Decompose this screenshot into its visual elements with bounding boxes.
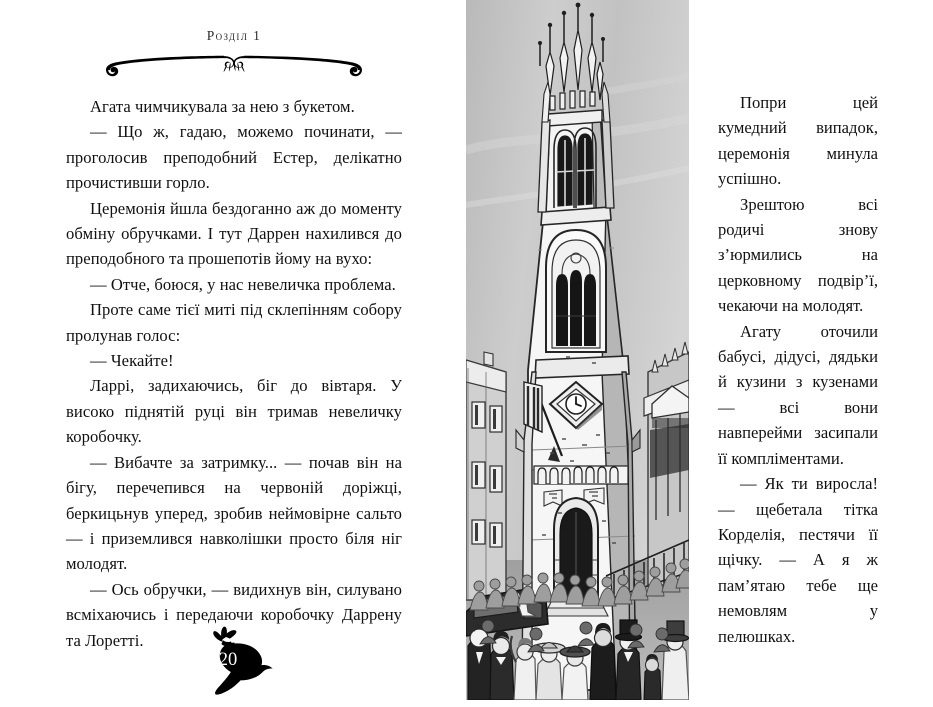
chapter-heading: Розділ 1 — [206, 28, 262, 43]
guest-figure-with-hat — [560, 646, 590, 700]
background-building-right — [644, 342, 689, 585]
left-text-column — [66, 28, 402, 688]
page-number-badge-icon — [192, 624, 276, 702]
paragraph: — Як ти виросла! — щебетала тітка Корделія, пестячи її щічку. — А я ж пам’ятаю тебе ще немовлям у пелюшках. — [718, 474, 878, 646]
paragraph: — Що ж, гадаю, можемо починати, — проголосив преподобний Естер, делікатно прочистивши горло. — [66, 122, 402, 193]
paragraph: — Вибачте за затримку... — почав він на бігу, перечепився на червоній доріжці, беркицьнув уперед, зробив неймовірне сальто — і приземлився навколішки просто біля ніг молодят. — [66, 452, 402, 574]
paragraph: — Отче, боюся, у нас невеличка проблема. — [90, 274, 396, 294]
page-number-label: 20 — [218, 650, 238, 670]
paragraph: — Чекайте! — [90, 351, 174, 371]
paragraph: Зрештою всі родичі знову з’юрмились на церковному подвір’ї, чекаючи на молодят. — [718, 194, 878, 316]
paragraph: Ларрі, задихаючись, біг до вівтаря. У високо піднятій руці він тримав невеличку коробочку. — [66, 376, 402, 447]
paragraph: Агата чимчикувала за нею з букетом. — [90, 97, 355, 116]
church-tower-drawing — [466, 0, 689, 700]
paragraph: Проте саме тієї миті під склепінням собору пролунав голос: — [66, 300, 402, 345]
paragraph: Попри цей кумедний випадок, церемонія минула успішно. — [718, 93, 878, 189]
paragraph: Церемонія йшла бездоганно аж до моменту обміну обручками. І тут Даррен нахилився до преподобного та прошепотів йому на вухо: — [66, 198, 402, 269]
background-building-left — [466, 352, 506, 600]
paragraph: Агату оточили бабусі, дідусі, дядьки й кузини з кузенами — всі вони навперейми засипали її компліментами. — [718, 321, 878, 468]
right-text-column — [718, 90, 878, 650]
great-gothic-window — [546, 230, 606, 352]
page-number-ornament — [66, 624, 402, 707]
ornament-flourish-divider — [96, 48, 372, 78]
chapter-illustration — [466, 0, 689, 700]
paragraph: — Ось обручки, — видихнув він, силувано всміхаючись і передаючи коробочку Даррену та Лоретті. — [66, 579, 402, 650]
arcade-band — [534, 466, 628, 484]
